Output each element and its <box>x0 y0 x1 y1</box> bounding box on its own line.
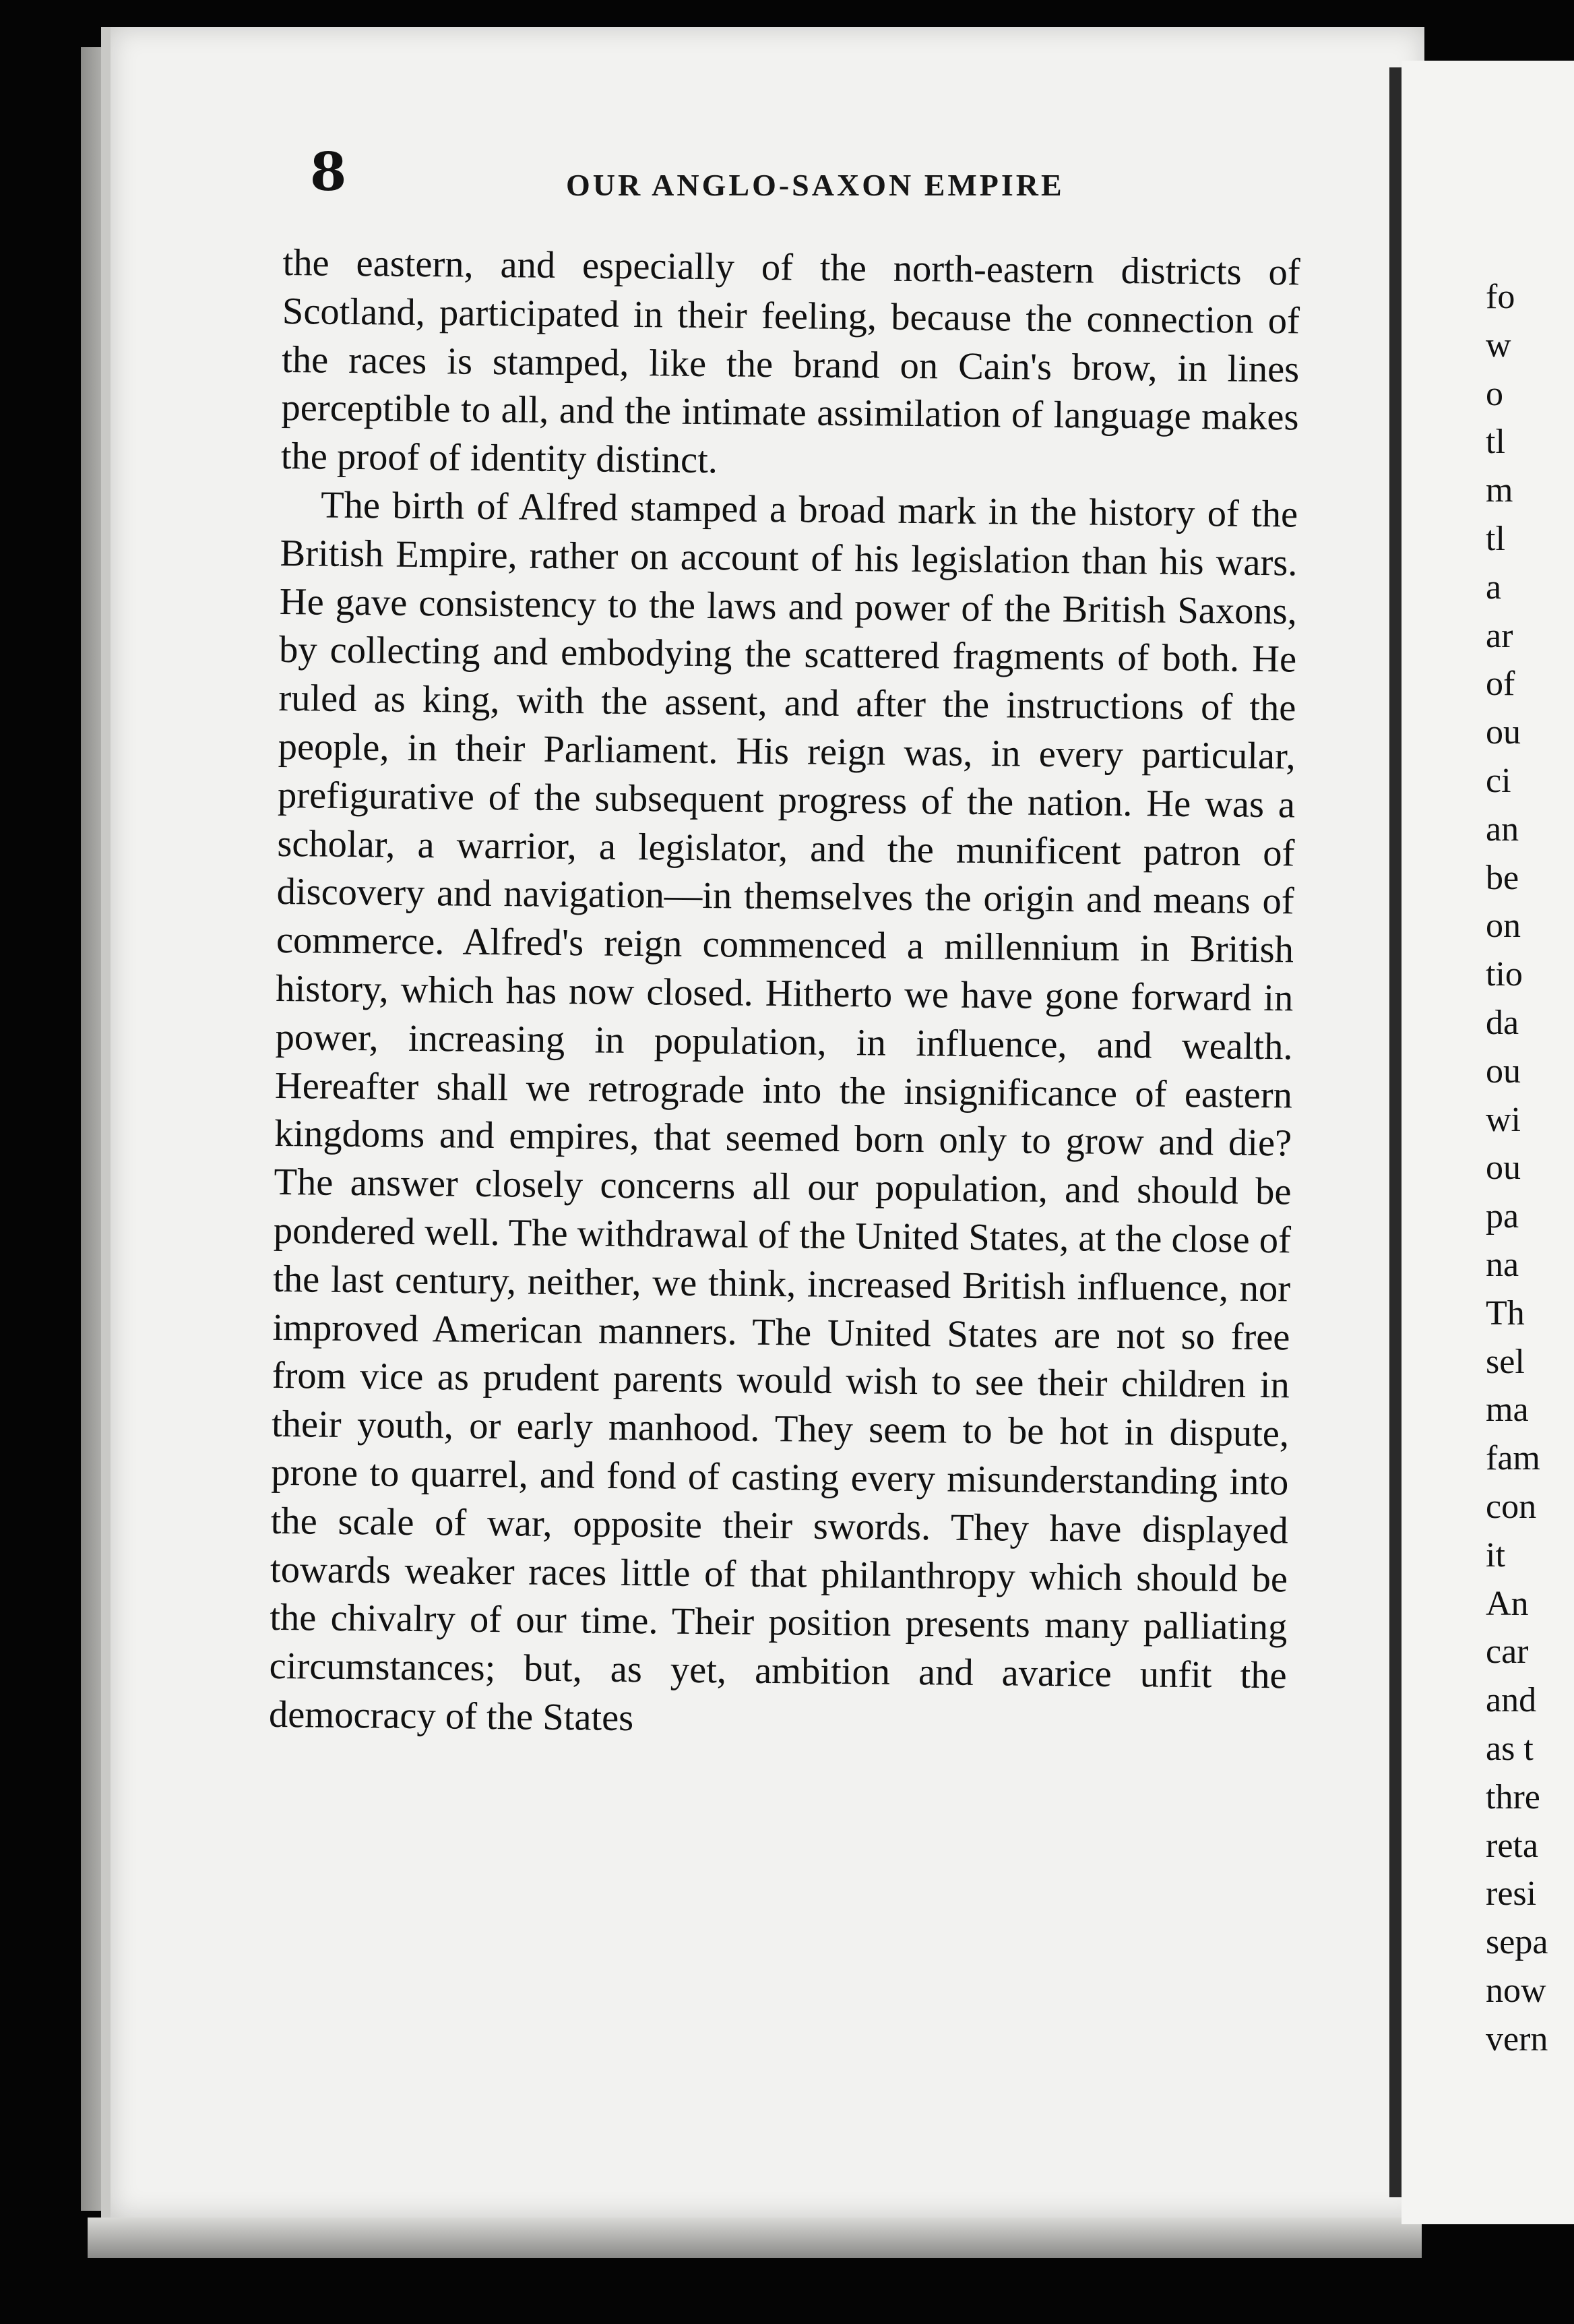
body-text <box>269 239 1300 1749</box>
running-head: OUR ANGLO-SAXON EMPIRE <box>566 168 1065 202</box>
facing-page-line: it <box>1486 1535 1505 1574</box>
facing-page-line: ci <box>1486 761 1511 800</box>
facing-page-line: ar <box>1486 616 1513 655</box>
facing-page-line: da <box>1486 1003 1519 1042</box>
facing-page-line: a <box>1486 568 1502 607</box>
facing-page-line: tl <box>1486 519 1505 558</box>
facing-page-line: vern <box>1486 2019 1548 2058</box>
facing-page-text <box>1486 273 1574 2063</box>
page-number: 8 <box>310 142 347 203</box>
facing-page-line: reta <box>1486 1826 1538 1865</box>
facing-page-line: o <box>1486 374 1503 413</box>
facing-page-line: car <box>1486 1632 1529 1672</box>
facing-page-line: sepa <box>1486 1923 1548 1962</box>
facing-page-line: ou <box>1486 1051 1521 1091</box>
facing-page-line: con <box>1486 1487 1537 1526</box>
facing-page-line: An <box>1486 1584 1529 1623</box>
facing-page-line: sel <box>1486 1342 1525 1381</box>
facing-page-line: be <box>1486 858 1519 897</box>
facing-page-line: Th <box>1486 1293 1525 1333</box>
facing-page-line: on <box>1486 907 1521 946</box>
facing-page-line: as t <box>1486 1729 1534 1768</box>
paragraph-2: The birth of Alfred stamped a broad mark in the history of the British Empire, rather on account of his legislation than his wars. He gave consistency to the laws and power of the British Saxons, by collecting and embodying the scattered fragments of both. He ruled as king, with the assent, and after the instructions of the people, in their Parliament. His reign was, in every particular, prefigurative of the subsequent progress of the nation. He was a scholar, a warrior, a legislator, and the munificent patron of discovery and navigation—in themselves the origin and means of commerce. Alfred's reign commenced a millennium in British history, which has now closed. Hitherto we have gone forward in power, increasing in population, in influence, and wealth. Hereafter shall we retrograde into the insignificance of eastern kingdoms and empires, that seemed born only to grow and die? The answer closely concerns all our population, and should be pondered well. The withdrawal of the United States, at the close of the last century, neither, we think, increased British influence, nor improved American manners. The United States are not so free from vice as prudent parents would wish to see their children in their youth, or early manhood. They seem to be hot in dispute, prone to quarrel, and fond of casting every misunderstanding into the scale of war, opposite their swords. They have displayed towards weaker races little of that philanthropy which should be the chivalry of our time. Their position presents many palliating circumstances; but, as yet, ambition and avarice unfit the democracy of the States <box>268 484 1298 1739</box>
page-bottom-edge <box>88 2218 1422 2258</box>
facing-page-line: of <box>1486 665 1515 704</box>
facing-page-line: fo <box>1486 278 1515 316</box>
facing-page-line: now <box>1486 1971 1546 2010</box>
facing-page-line: ma <box>1486 1390 1529 1430</box>
facing-page-line: an <box>1486 809 1519 849</box>
facing-page-line: m <box>1486 471 1513 510</box>
facing-page-line: thre <box>1486 1777 1540 1816</box>
facing-page-line: ou <box>1486 1149 1521 1188</box>
facing-page-line: tio <box>1486 955 1523 994</box>
facing-page-line: and <box>1486 1681 1537 1720</box>
facing-page-line: fam <box>1486 1439 1540 1478</box>
facing-page-line: pa <box>1486 1197 1519 1236</box>
facing-page-line: na <box>1486 1245 1519 1284</box>
facing-page-line: w <box>1486 326 1511 365</box>
facing-page-line: tl <box>1486 423 1505 462</box>
paragraph-1: the eastern, and especially of the north-eastern districts of Scotland, participated in their feeling, because the connection of the races is stamped, like the brand on Cain's brow, in lines perceptible to all, and the intimate assimilation of language makes the proof of identity distinct. <box>280 241 1300 482</box>
facing-page-line: ou <box>1486 713 1521 752</box>
facing-page-line: wi <box>1486 1100 1521 1139</box>
facing-page-line: resi <box>1486 1874 1537 1914</box>
